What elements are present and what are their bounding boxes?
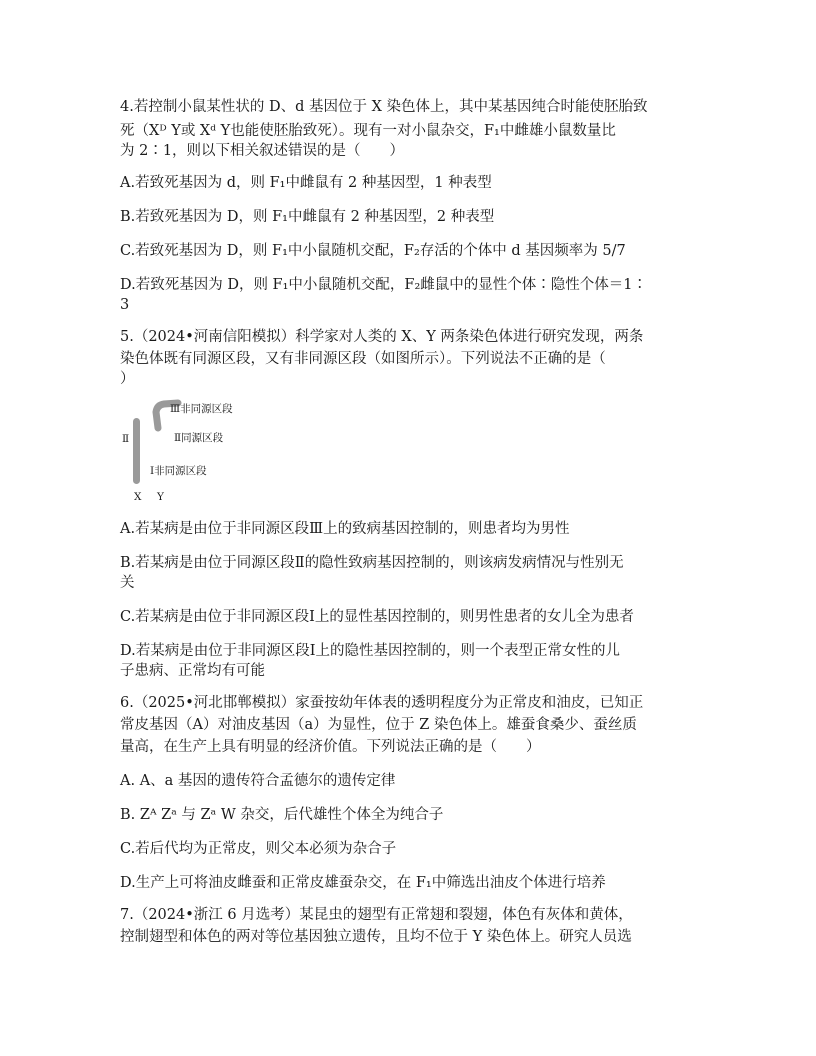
- q5-option-a: A.若某病是由位于非同源区段Ⅲ上的致病基因控制的，则患者均为男性: [120, 521, 570, 537]
- q5-option-d-line2: 子患病、正常均有可能: [120, 663, 265, 679]
- q6-stem-line3: 量高，在生产上具有明显的经济价值。下列说法正确的是（ ）: [120, 739, 541, 755]
- q5-option-b-line2: 关: [120, 575, 135, 591]
- q6-stem-line1: 6.（2025•河北邯郸模拟）家蚕按幼年体表的透明程度分为正常皮和油皮，已知正: [120, 695, 644, 711]
- q4-option-b: B.若致死基因为 D，则 F₁中雌鼠有 2 种基因型，2 种表型: [120, 209, 495, 225]
- q5-option-c: C.若某病是由位于非同源区段Ⅰ上的显性基因控制的，则男性患者的女儿全为患者: [120, 609, 634, 625]
- q7-stem-line1: 7.（2024•浙江 6 月选考）某昆虫的翅型有正常翅和裂翅，体色有灰体和黄体，: [120, 907, 633, 923]
- q4-option-a: A.若致死基因为 d，则 F₁中雌鼠有 2 种基因型，1 种表型: [120, 175, 492, 191]
- q6-stem-line2: 常皮基因（A）对油皮基因（a）为显性，位于 Z 染色体上。雄蚕食桑少、蚕丝质: [120, 717, 637, 733]
- q4-option-c: C.若致死基因为 D，则 F₁中小鼠随机交配，F₂存活的个体中 d 基因频率为 5/7: [120, 243, 626, 259]
- label-x: X: [134, 491, 142, 503]
- q5-option-b-line1: B.若某病是由位于同源区段Ⅱ的隐性致病基因控制的，则该病发病情况与性别无: [120, 555, 624, 571]
- q6-option-a: A. A、a 基因的遗传符合孟德尔的遗传定律: [120, 773, 396, 789]
- label-homologous-ii: Ⅱ同源区段: [174, 432, 224, 444]
- label-y: Y: [157, 491, 164, 503]
- q6-option-d: D.生产上可将油皮雌蚕和正常皮雄蚕杂交，在 F₁中筛选出油皮个体进行培养: [120, 875, 606, 891]
- x-chromosome: [133, 418, 140, 484]
- q5-stem-line3: ）: [120, 371, 135, 387]
- q4-option-d-line1: D.若致死基因为 D，则 F₁中小鼠随机交配，F₂雌鼠中的显性个体∶隐性个体＝1∶: [120, 277, 648, 293]
- label-homologous-ii-left: Ⅱ: [122, 433, 130, 445]
- q6-option-b: B. Zᴬ Zᵃ 与 Zᵃ W 杂交，后代雄性个体全为纯合子: [120, 807, 444, 823]
- q7-stem-line2: 控制翅型和体色的两对等位基因独立遗传，且均不位于 Y 染色体上。研究人员选: [120, 929, 632, 945]
- q4-stem-line2: 死（Xᴰ Y或 Xᵈ Y也能使胚胎致死）。现有一对小鼠杂交，F₁中雌雄小鼠数量比: [120, 123, 616, 139]
- q5-option-d-line1: D.若某病是由位于非同源区段Ⅰ上的隐性基因控制的，则一个表型正常女性的儿: [120, 643, 620, 659]
- xy-chromosome-diagram: [120, 396, 260, 506]
- q4-stem-line1: 4.若控制小鼠某性状的 D、d 基因位于 X 染色体上，其中某基因纯合时能使胚胎致: [120, 99, 648, 115]
- q5-stem-line2: 染色体既有同源区段，又有非同源区段（如图所示）。下列说法不正确的是（: [120, 351, 606, 367]
- label-nonhomologous-iii: Ⅲ非同源区段: [170, 403, 233, 415]
- q4-stem-line3: 为 2∶1，则以下相关叙述错误的是（ ）: [120, 143, 405, 159]
- q4-option-d-line2: 3: [120, 297, 130, 313]
- q6-option-c: C.若后代均为正常皮，则父本必须为杂合子: [120, 841, 397, 857]
- q5-stem-line1: 5.（2024•河南信阳模拟）科学家对人类的 X、Y 两条染色体进行研究发现，两条: [120, 329, 644, 345]
- label-nonhomologous-i: Ⅰ非同源区段: [150, 465, 207, 477]
